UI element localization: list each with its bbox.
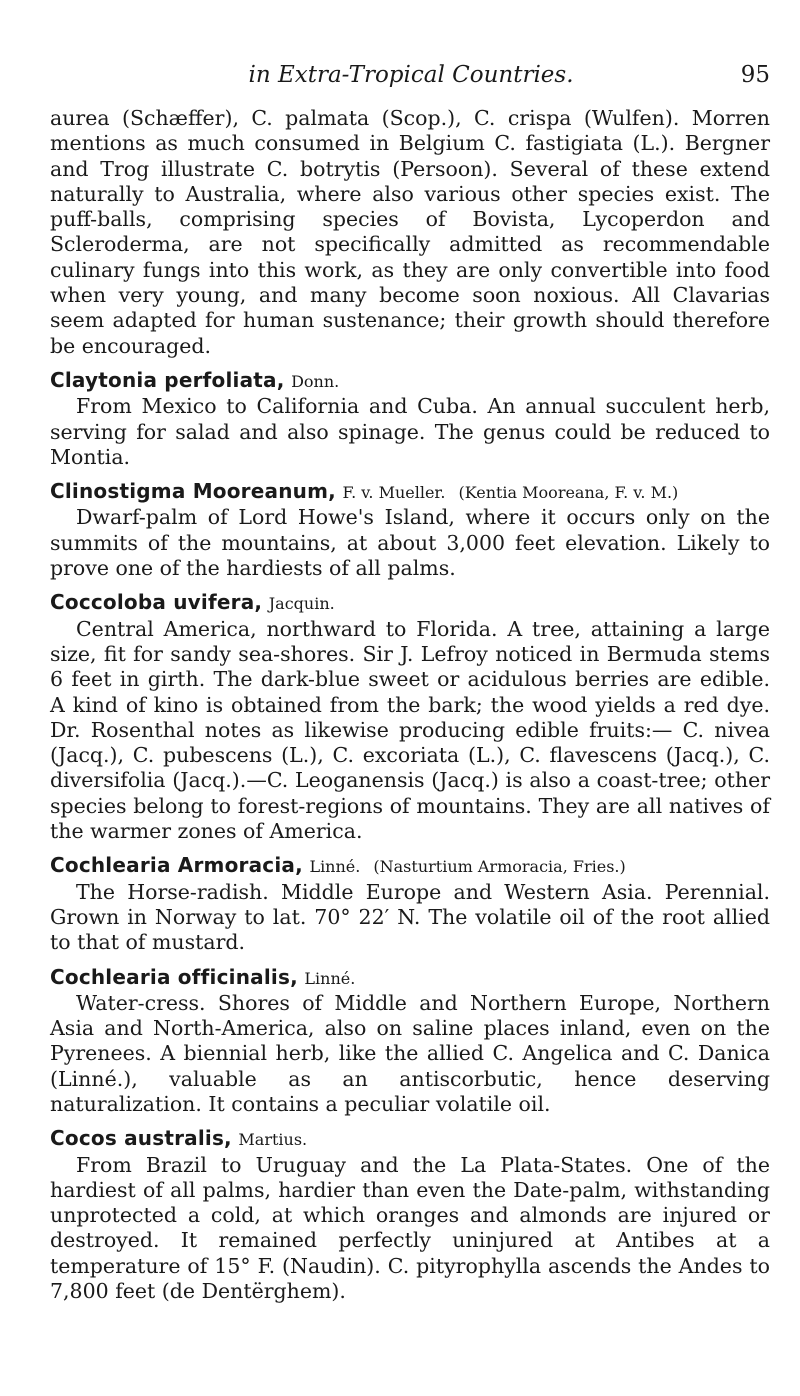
entry-body: The Horse-radish. Middle Europe and Western Asia. Perennial. Grown in Norway to lat. 70° 22′ N. The volatile oil of the root allied to that of mustard. xyxy=(50,879,770,955)
entry-heading xyxy=(50,590,770,616)
intro-paragraph: aurea (Schæffer), C. palmata (Scop.), C. crispa (Wulfen). Morren mentions as much consumed in Belgium C. fastigiata (L.). Bergner and Trog illustrate C. botrytis (Persoon). Several of these extend naturally to Australia, where also various other species exist. The puff-balls, comprising species of Bovista, Lycoperdon and Scleroderma, are not specifically admitted as recommendable culinary fungs into this work, as they are only convertible into food when very young, and many become soon noxious. All Clavarias seem adapted for human sustenance; their growth should therefore be encouraged. xyxy=(50,106,770,358)
species-authority: Jacquin. xyxy=(268,594,335,614)
entry-body: From Brazil to Uruguay and the La Plata-States. One of the hardiest of all palms, hardier than even the Date-palm, withstanding unprotected a cold, at which oranges and almonds are injured or destroyed. It remained perfectly uninjured at Antibes at a temperature of 15° F. (Naudin). C. pityrophylla ascends the Andes to 7,800 feet (de Dentërghem). xyxy=(50,1152,770,1304)
entry-body: From Mexico to California and Cuba. An annual succulent herb, serving for salad and also spinage. The genus could be reduced to Montia. xyxy=(50,394,770,469)
entry-heading xyxy=(50,1126,770,1152)
entry-cochlearia-officinalis xyxy=(50,965,770,1118)
entry-heading xyxy=(50,479,770,505)
species-synonym: (Kentia Mooreana, F. v. M.) xyxy=(458,483,679,503)
species-name: Clinostigma Mooreanum, xyxy=(50,479,336,504)
entry-clinostigma xyxy=(50,479,770,581)
entry-heading xyxy=(50,368,770,394)
entry-cocos xyxy=(50,1126,770,1304)
species-authority: Linné. xyxy=(304,968,356,988)
species-authority: Linné. xyxy=(309,857,361,877)
entry-heading xyxy=(50,965,770,991)
species-name: Claytonia perfoliata, xyxy=(50,367,285,392)
species-name: Coccoloba uvifera, xyxy=(50,590,263,615)
page-header xyxy=(52,62,770,92)
entry-heading xyxy=(50,853,770,879)
species-authority: Martius. xyxy=(238,1130,308,1150)
species-name: Cochlearia Armoracia, xyxy=(50,853,303,878)
entry-cochlearia-armoracia xyxy=(50,853,770,955)
species-name: Cocos australis, xyxy=(50,1126,232,1151)
page-body xyxy=(50,106,770,1304)
species-synonym: (Nasturtium Armoracia, Fries.) xyxy=(373,857,626,877)
species-authority: F. v. Mueller. xyxy=(342,483,446,503)
page-number: 95 xyxy=(740,62,770,88)
species-name: Cochlearia officinalis, xyxy=(50,964,298,989)
entry-claytonia xyxy=(50,368,770,470)
entry-body: Dwarf-palm of Lord Howe's Island, where it occurs only on the summits of the mountains, at about 3,000 feet elevation. Likely to prove one of the hardiests of all palms. xyxy=(50,505,770,581)
species-authority: Donn. xyxy=(291,371,340,391)
entry-coccoloba xyxy=(50,590,770,844)
entry-body: Water-cress. Shores of Middle and Northern Europe, Northern Asia and North-America, also on saline places inland, even on the Pyrenees. A biennial herb, like the allied C. Angelica and C. Danica (Linné.), valuable as an antiscorbutic, hence deserving naturalization. It contains a peculiar volatile oil. xyxy=(50,990,770,1116)
running-head: in Extra-Tropical Countries. xyxy=(248,62,574,88)
entry-body: Central America, northward to Florida. A tree, attaining a large size, fit for sandy sea-shores. Sir J. Lefroy noticed in Bermuda stems 6 feet in girth. The dark-blue sweet or acidulous berries are edible. A kind of kino is obtained from the bark; the wood yields a red dye. Dr. Rosenthal notes as likewise producing edible fruits:— C. nivea (Jacq.), C. pubescens (L.), C. excoriata (L.), C. flavescens (Jacq.), C. diversifolia (Jacq.).—C. Leoganensis (Jacq.) is also a coast-tree; other species belong to forest-regions of mountains. They are all natives of the warmer zones of America. xyxy=(50,616,770,844)
